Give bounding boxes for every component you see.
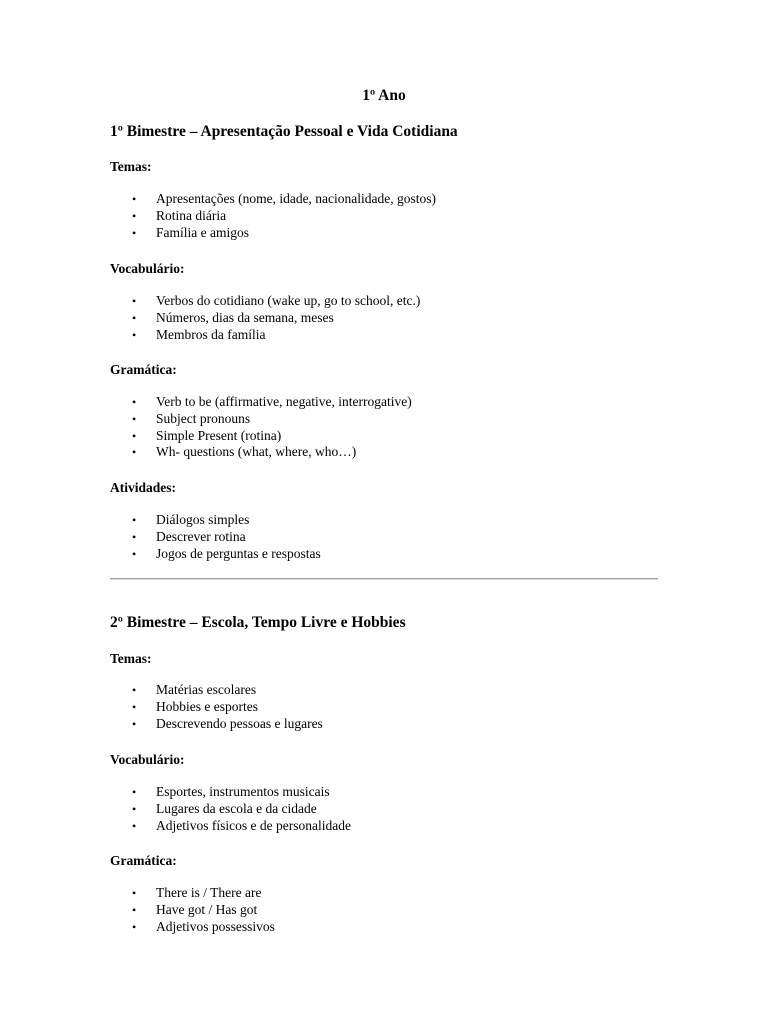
gramatica-list-1 bbox=[110, 394, 412, 461]
bullet-icon: • bbox=[132, 886, 137, 900]
bullet-icon: • bbox=[132, 208, 137, 223]
gramatica-list-2 bbox=[110, 885, 275, 935]
atividades-list-1 bbox=[110, 512, 321, 562]
list-item: • Rotina diária bbox=[132, 207, 227, 223]
atividades-label-1: Atividades: bbox=[110, 480, 177, 495]
bullet-icon: • bbox=[132, 902, 137, 917]
vocabulario-list-2 bbox=[110, 784, 351, 834]
vocabulario-list-1 bbox=[110, 293, 420, 343]
list-item: • Adjetivos possessivos bbox=[132, 918, 275, 934]
bullet-icon: • bbox=[132, 428, 137, 443]
horizontal-divider bbox=[110, 578, 658, 580]
bullet-icon: • bbox=[132, 683, 137, 697]
bullet-icon: • bbox=[132, 919, 137, 934]
list-item: • Wh- questions (what, where, who…) bbox=[132, 444, 357, 460]
list-item: • Verbos do cotidiano (wake up, go to school, etc.) bbox=[132, 293, 421, 308]
gramatica-label-1: Gramática: bbox=[110, 362, 177, 377]
list-item: • Matérias escolares bbox=[132, 682, 257, 697]
bullet-icon: • bbox=[132, 801, 137, 816]
list-item: • Adjetivos físicos e de personalidade bbox=[132, 817, 351, 833]
list-item: • Descrevendo pessoas e lugares bbox=[132, 715, 323, 731]
list-item: • Descrever rotina bbox=[132, 528, 246, 544]
list-item: • Números, dias da semana, meses bbox=[132, 309, 334, 325]
list-item: • Diálogos simples bbox=[132, 512, 250, 527]
bullet-icon: • bbox=[132, 192, 137, 206]
list-item: • Lugares da escola e da cidade bbox=[132, 800, 317, 816]
temas-list-1 bbox=[110, 191, 436, 241]
bullet-icon: • bbox=[132, 513, 137, 527]
vocabulario-label-1: Vocabulário: bbox=[110, 261, 185, 276]
bullet-icon: • bbox=[132, 395, 137, 409]
list-item: • Jogos de perguntas e respostas bbox=[132, 545, 321, 561]
bullet-icon: • bbox=[132, 310, 137, 325]
list-item: • Verb to be (affirmative, negative, interrogative) bbox=[132, 394, 412, 409]
temas-label-2: Temas: bbox=[110, 651, 152, 666]
list-item: • Apresentações (nome, idade, nacionalidade, gostos) bbox=[132, 191, 437, 206]
bullet-icon: • bbox=[132, 546, 137, 561]
list-item: • Hobbies e esportes bbox=[132, 698, 258, 714]
list-item: • Simple Present (rotina) bbox=[132, 427, 282, 443]
list-item: • Esportes, instrumentos musicais bbox=[132, 784, 330, 799]
bullet-icon: • bbox=[132, 294, 137, 308]
vocabulario-label-2: Vocabulário: bbox=[110, 752, 185, 767]
bullet-icon: • bbox=[132, 785, 137, 799]
list-item: • Membros da família bbox=[132, 326, 266, 342]
document-title: 1º Ano bbox=[362, 87, 406, 104]
list-item: • Subject pronouns bbox=[132, 410, 251, 426]
list-item: • Have got / Has got bbox=[132, 901, 258, 917]
bullet-icon: • bbox=[132, 529, 137, 544]
bullet-icon: • bbox=[132, 716, 137, 731]
section-heading-1: 1º Bimestre – Apresentação Pessoal e Vida Cotidiana bbox=[110, 123, 458, 140]
bullet-icon: • bbox=[132, 699, 137, 714]
bullet-icon: • bbox=[132, 411, 137, 426]
bullet-icon: • bbox=[132, 818, 137, 833]
bullet-icon: • bbox=[132, 225, 137, 240]
list-item: • There is / There are bbox=[132, 885, 262, 900]
section-heading-2: 2º Bimestre – Escola, Tempo Livre e Hobbies bbox=[110, 614, 406, 631]
bullet-icon: • bbox=[132, 327, 137, 342]
bullet-icon: • bbox=[132, 445, 137, 460]
temas-label-1: Temas: bbox=[110, 159, 152, 174]
gramatica-label-2: Gramática: bbox=[110, 853, 177, 868]
list-item: • Família e amigos bbox=[132, 224, 249, 240]
temas-list-2 bbox=[110, 682, 323, 732]
